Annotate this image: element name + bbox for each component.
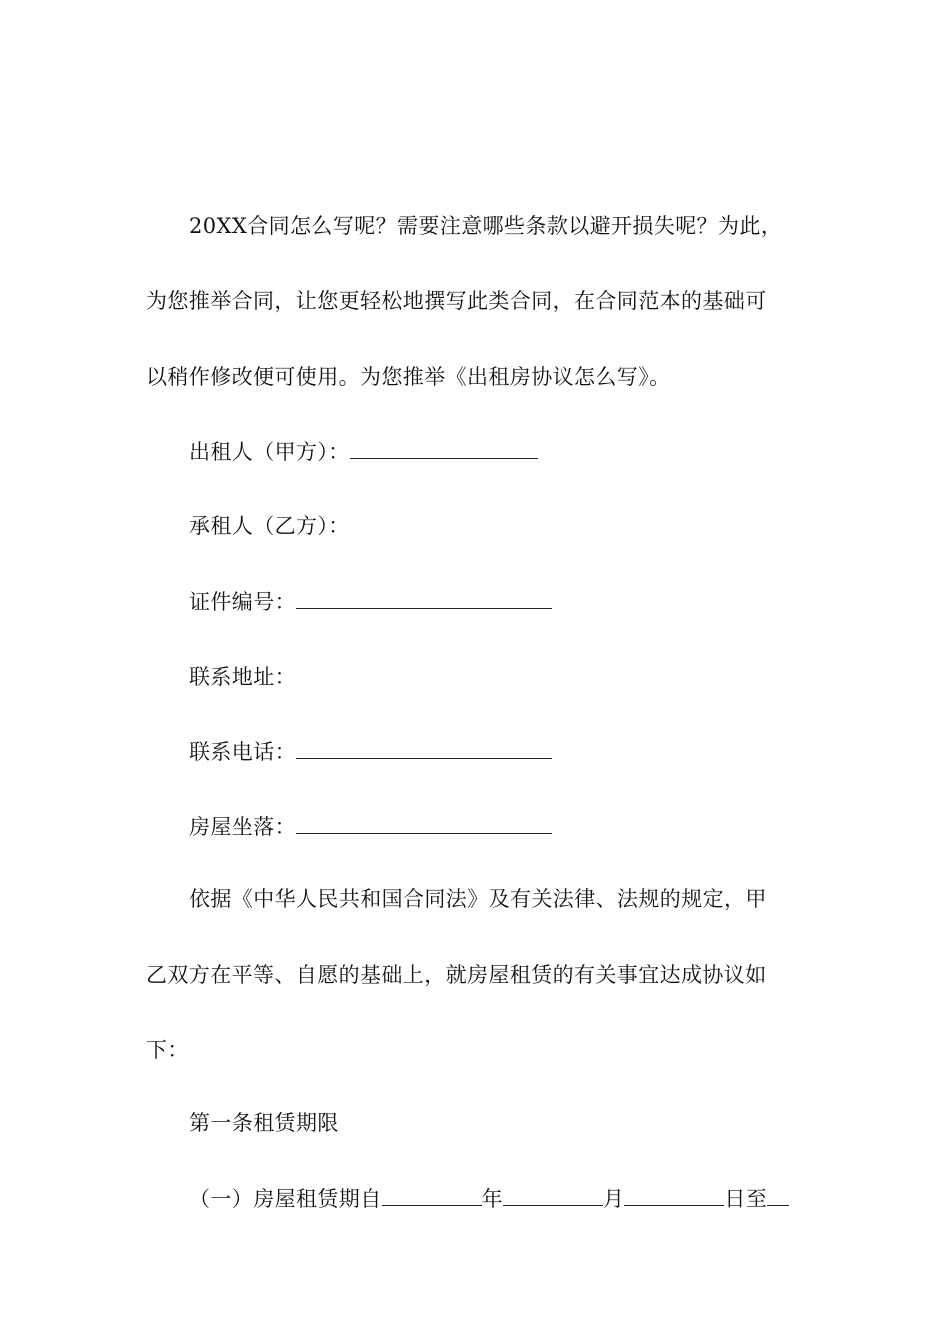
start-month-blank[interactable]: [503, 1185, 603, 1206]
lessee-field: [189, 511, 809, 541]
house-location-label: 房屋坐落：: [189, 815, 296, 839]
intro-line-1: 20XX合同怎么写呢？需要注意哪些条款以避开损失呢？为此，: [189, 214, 783, 238]
intro-line-3: 以稍作修改便可使用。为您推举《出租房协议怎么写》。: [146, 365, 671, 389]
id-number-field: [189, 587, 809, 617]
intro-line-2: 为您推举合同，让您更轻松地撰写此类合同，在合同范本的基础可: [146, 289, 767, 313]
address-label: 联系地址：: [189, 665, 296, 689]
address-field: [189, 662, 809, 692]
basis-line-3: 下：: [146, 1038, 189, 1062]
article-1-title: 第一条租赁期限: [189, 1111, 339, 1135]
day-to-label: 日至: [724, 1187, 768, 1211]
basis-line-1: 依据《中华人民共和国合同法》及有关法律、法规的规定，甲: [189, 887, 767, 911]
lessor-label: 出租人（甲方）：: [189, 440, 350, 464]
month-label: 月: [603, 1187, 625, 1211]
clause-1-prefix: （一）房屋租赁期自: [189, 1187, 382, 1211]
phone-label: 联系电话：: [189, 740, 296, 764]
end-year-blank[interactable]: [767, 1185, 789, 1206]
basis-line-2: 乙双方在平等、自愿的基础上，就房屋租赁的有关事宜达成协议如: [146, 963, 767, 987]
id-number-blank[interactable]: [296, 588, 552, 609]
article-1-clause-1: [189, 1184, 809, 1214]
house-location-field: [189, 812, 809, 842]
lessor-field: [189, 437, 809, 467]
year-label: 年: [481, 1187, 504, 1211]
id-number-label: 证件编号：: [189, 590, 296, 614]
lessor-blank[interactable]: [350, 438, 538, 459]
phone-field: [189, 737, 809, 767]
start-year-blank[interactable]: [382, 1185, 482, 1206]
house-location-blank[interactable]: [296, 813, 552, 834]
lessee-label: 承租人（乙方）：: [189, 514, 350, 538]
start-day-blank[interactable]: [624, 1185, 724, 1206]
phone-blank[interactable]: [296, 738, 552, 759]
